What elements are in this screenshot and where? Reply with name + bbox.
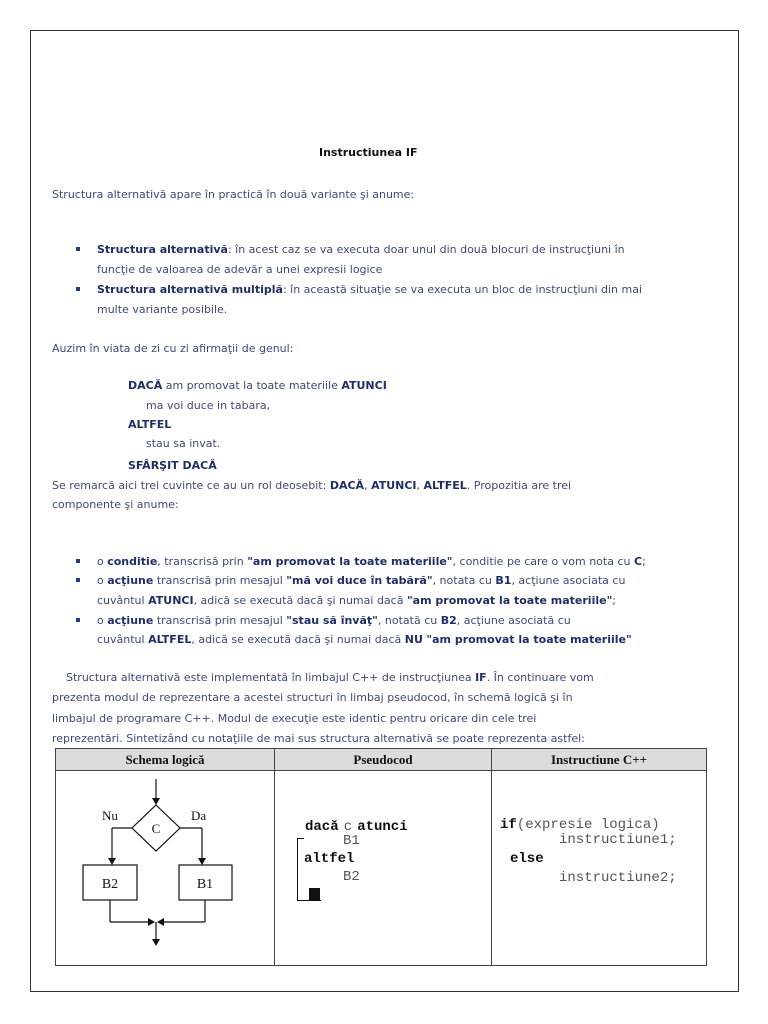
flowchart-diagram [56, 771, 274, 965]
cpp-cell [492, 771, 707, 966]
component-item: o conditie, transcrisă prin "am promovat la toate materiile", conditie pe care o vom nota cu C; [97, 555, 646, 568]
pseudo-line: B1 [343, 833, 360, 849]
comparison-table [55, 748, 707, 966]
example-line: ma voi duce in tabara, [146, 399, 271, 412]
component-item: o acţiune transcrisă prin mesajul "stau să învăţ", notată cu B2, acţiune asociată cu [97, 614, 571, 627]
example-line: stau sa invat. [146, 437, 221, 450]
arrow-head [198, 858, 206, 865]
bullet-marker [76, 287, 80, 291]
header-pseudocode: Pseudocod [275, 749, 492, 771]
example-line: DACĂ am promovat la toate materiile ATUNCI [128, 379, 387, 392]
block-bracket [297, 900, 321, 901]
header-flowchart: Schema logică [56, 749, 275, 771]
b1-label: B1 [196, 877, 214, 892]
table-row [56, 771, 707, 966]
variant-item-cont: funcţie de valoarea de adevăr a unei expresii logice [97, 263, 383, 276]
bullet-marker [76, 578, 80, 582]
example-keyword: ALTFEL [128, 418, 172, 431]
arrow-head [152, 798, 160, 805]
block-bracket [297, 888, 301, 900]
bullet-marker [76, 247, 80, 251]
bullet-marker [76, 618, 80, 622]
document-title: Instructiunea IF [319, 146, 418, 159]
pseudo-line: dacă c atunci [305, 819, 408, 835]
component-item: o acţiune transcrisă prin mesajul "mă voi duce în tabără", notata cu B1, acţiune asociata cu [97, 574, 626, 587]
cpp-line: else [510, 851, 544, 867]
paragraph-line: Structura alternativă este implementată în limbajul C++ de instrucţiunea IF. În continuare vom [66, 671, 594, 684]
cpp-line: instructiune1; [559, 832, 677, 848]
arrow-head [108, 858, 116, 865]
arrow-head [157, 918, 164, 926]
b2-label: B2 [101, 877, 119, 892]
pseudocode-cell [275, 771, 492, 966]
no-label: Nu [102, 808, 118, 823]
block-end-marker [309, 888, 320, 900]
variant-item: Structura alternativă: în acest caz se va executa doar unul din două blocuri de instrucţiuni în [97, 243, 625, 256]
intro-text: Structura alternativă apare în practică în două variante şi anume: [52, 188, 415, 201]
header-cpp: Instructiune C++ [492, 749, 707, 771]
cpp-line: instructiune2; [559, 870, 677, 886]
arrow-head [148, 918, 155, 926]
component-item-cont: cuvântul ATUNCI, adică se execută dacă şi numai dacă "am promovat la toate materiile"; [97, 594, 617, 607]
table-header-row [56, 749, 707, 771]
bullet-marker [76, 559, 80, 563]
condition-label: C [151, 821, 161, 836]
variant-item: Structura alternativă multiplă: în această situaţie se va executa un bloc de instrucţiuni din mai [97, 283, 643, 296]
component-item-cont: cuvântul ALTFEL, adică se execută dacă şi numai dacă NU "am promovat la toate materiile" [97, 633, 632, 646]
variant-item-cont: multe variante posibile. [97, 303, 228, 316]
paragraph-line: limbajul de programare C++. Modul de execuţie este identic pentru oricare din cele trei [52, 712, 537, 725]
paragraph-line: reprezentări. Sintetizând cu notaţiile de mai sus structura alternativă se poate reprezenta astfel: [52, 732, 585, 745]
pseudo-line: altfel [304, 851, 355, 867]
paragraph-line: prezenta modul de reprezentare a acestei structuri în limbaj pseudocod, în schemă logică şi în [52, 691, 573, 704]
example-keyword: SFÂRŞIT DACĂ [128, 459, 217, 472]
yes-label: Da [191, 808, 207, 823]
remark-line: Se remarcă aici trei cuvinte ce au un rol deosebit: DACĂ, ATUNCI, ALTFEL. Propozitia are trei [52, 479, 572, 492]
remark-line: componente şi anume: [52, 498, 179, 511]
arrow-head [152, 939, 160, 946]
cpp-line: if(expresie logica) [500, 817, 660, 833]
flowchart-cell [56, 771, 275, 966]
hear-text: Auzim în viata de zi cu zi afirmaţii de genul: [52, 342, 294, 355]
pseudo-line: B2 [343, 869, 360, 885]
